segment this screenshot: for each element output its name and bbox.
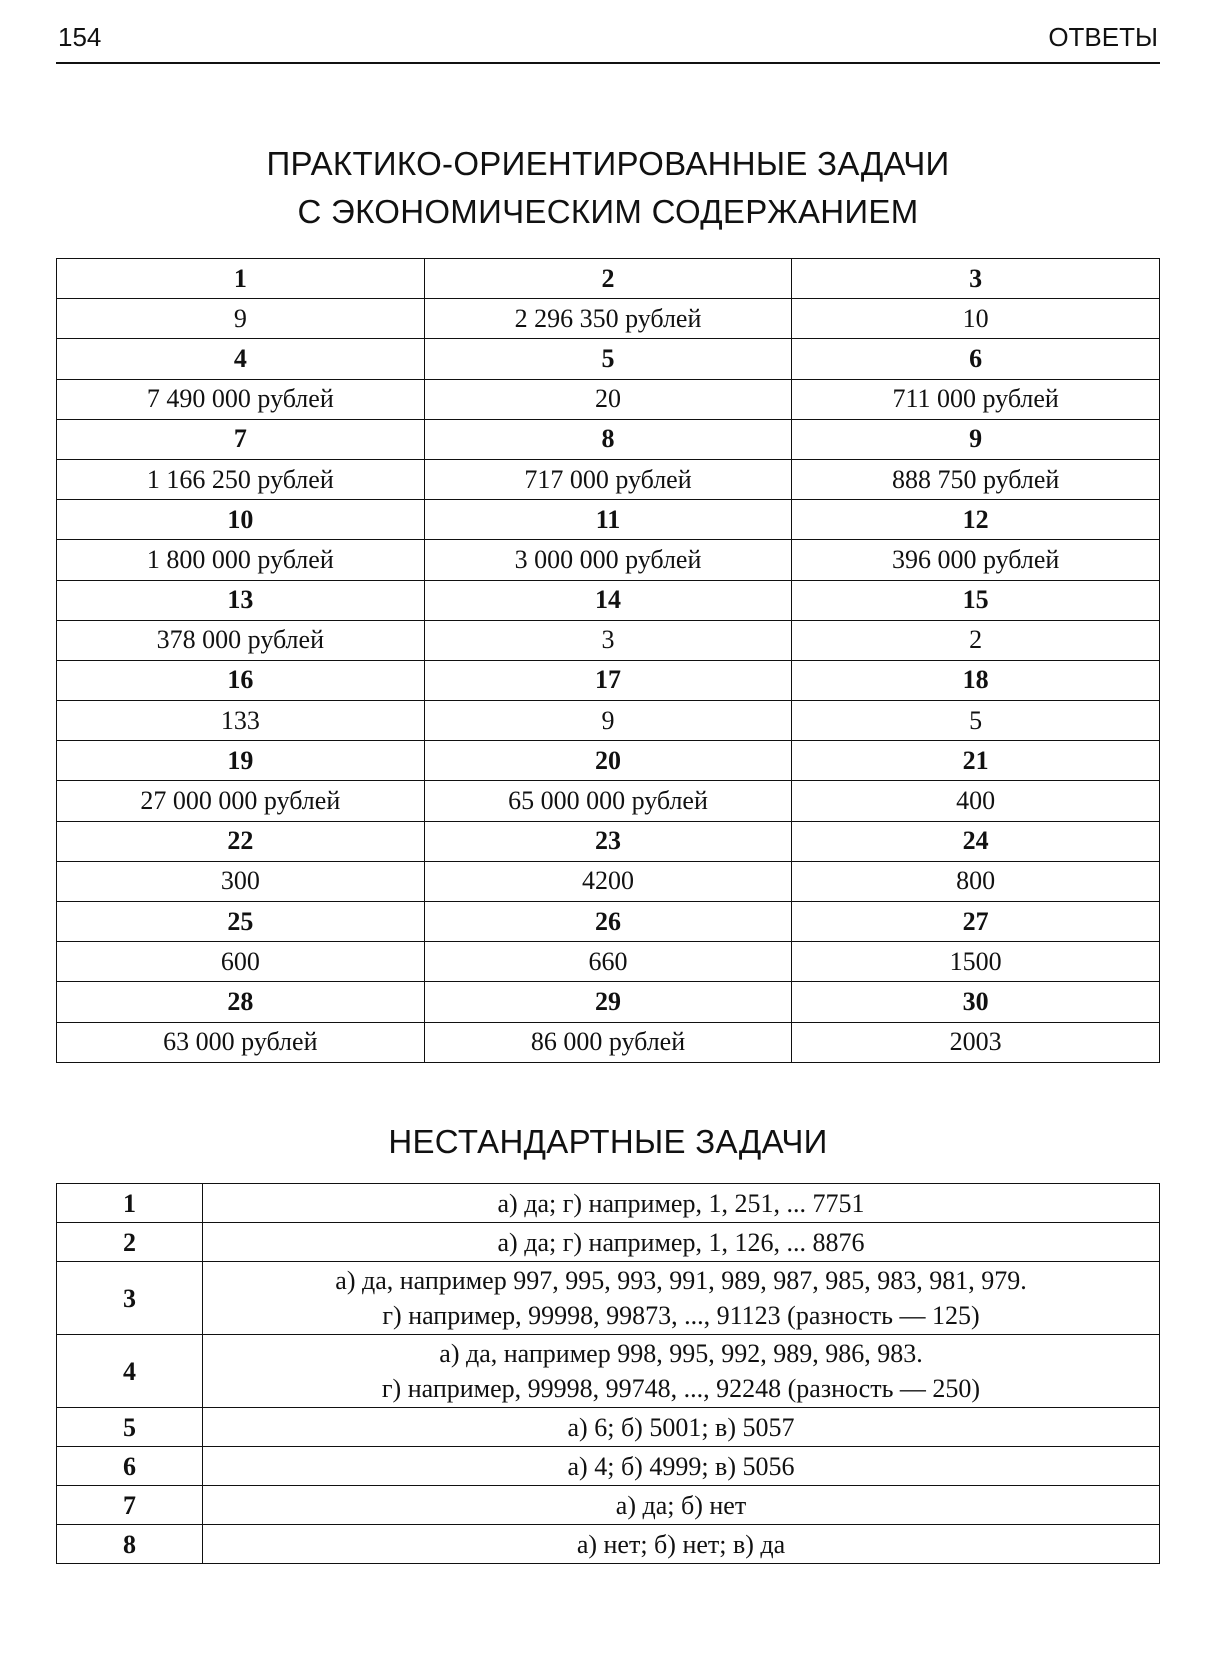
answer-cell bbox=[203, 1408, 1160, 1447]
answer-line: а) нет; б) нет; в) да bbox=[576, 1529, 786, 1559]
answer-cell: 800 bbox=[792, 861, 1160, 901]
table-row bbox=[57, 1408, 1160, 1447]
answer-cell: 1 800 000 рублей bbox=[57, 540, 425, 580]
task-number-cell: 20 bbox=[424, 741, 792, 781]
answer-row bbox=[57, 701, 1160, 741]
nonstandard-answers-table bbox=[56, 1183, 1160, 1564]
task-number-cell: 24 bbox=[792, 821, 1160, 861]
task-number-cell: 19 bbox=[57, 741, 425, 781]
task-number-row bbox=[57, 500, 1160, 540]
task-number-cell: 1 bbox=[57, 1184, 203, 1223]
task-number-cell: 13 bbox=[57, 580, 425, 620]
answer-cell: 7 490 000 рублей bbox=[57, 379, 425, 419]
answer-cell: 300 bbox=[57, 861, 425, 901]
nonstandard-section-title: НЕСТАНДАРТНЫЕ ЗАДАЧИ bbox=[388, 1123, 828, 1160]
task-number-row bbox=[57, 259, 1160, 299]
answer-line: а) да, например 998, 995, 992, 989, 986, 983. bbox=[439, 1339, 923, 1368]
task-number-cell: 4 bbox=[57, 339, 425, 379]
answer-row bbox=[57, 299, 1160, 339]
task-number-cell: 14 bbox=[424, 580, 792, 620]
answer-cell bbox=[203, 1447, 1160, 1486]
task-number-cell: 3 bbox=[792, 259, 1160, 299]
answer-cell: 400 bbox=[792, 781, 1160, 821]
task-number-cell: 10 bbox=[57, 500, 425, 540]
running-title: ОТВЕТЫ bbox=[1048, 22, 1158, 52]
answer-cell: 133 bbox=[57, 701, 425, 741]
table-row bbox=[57, 1525, 1160, 1564]
task-number-row bbox=[57, 982, 1160, 1022]
answer-cell bbox=[203, 1525, 1160, 1564]
answer-line: а) да; б) нет bbox=[615, 1490, 747, 1520]
answer-cell: 5 bbox=[792, 701, 1160, 741]
answer-cell: 2 bbox=[792, 620, 1160, 660]
answer-line: г) например, 99998, 99748, ..., 92248 (разность — 250) bbox=[381, 1374, 981, 1403]
answer-cell: 9 bbox=[57, 299, 425, 339]
table-row bbox=[57, 1223, 1160, 1262]
answer-cell: 9 bbox=[424, 701, 792, 741]
task-number-row bbox=[57, 660, 1160, 700]
answer-cell: 378 000 рублей bbox=[57, 620, 425, 660]
page-number: 154 bbox=[58, 22, 102, 52]
answer-cell: 1500 bbox=[792, 942, 1160, 982]
answer-cell: 63 000 рублей bbox=[57, 1022, 425, 1062]
table-row bbox=[57, 1184, 1160, 1223]
task-number-cell: 2 bbox=[424, 259, 792, 299]
answer-row bbox=[57, 861, 1160, 901]
task-number-cell: 11 bbox=[424, 500, 792, 540]
task-number-cell: 1 bbox=[57, 259, 425, 299]
answer-line: г) например, 99998, 99873, ..., 91123 (разность — 125) bbox=[382, 1301, 980, 1330]
answer-cell: 711 000 рублей bbox=[792, 379, 1160, 419]
answer-row bbox=[57, 620, 1160, 660]
answer-cell: 86 000 рублей bbox=[424, 1022, 792, 1062]
task-number-cell: 3 bbox=[57, 1262, 203, 1335]
answer-cell: 3 bbox=[424, 620, 792, 660]
answer-row bbox=[57, 540, 1160, 580]
task-number-cell: 7 bbox=[57, 1486, 203, 1525]
table-row bbox=[57, 1262, 1160, 1335]
task-number-row bbox=[57, 741, 1160, 781]
answer-row bbox=[57, 942, 1160, 982]
answer-cell bbox=[203, 1223, 1160, 1262]
answer-cell: 20 bbox=[424, 379, 792, 419]
answer-cell: 2 296 350 рублей bbox=[424, 299, 792, 339]
task-number-cell: 18 bbox=[792, 660, 1160, 700]
answer-cell: 10 bbox=[792, 299, 1160, 339]
task-number-cell: 6 bbox=[792, 339, 1160, 379]
answer-cell: 600 bbox=[57, 942, 425, 982]
task-number-cell: 26 bbox=[424, 902, 792, 942]
answer-cell: 660 bbox=[424, 942, 792, 982]
task-number-cell: 22 bbox=[57, 821, 425, 861]
task-number-row bbox=[57, 580, 1160, 620]
task-number-cell: 8 bbox=[57, 1525, 203, 1564]
task-number-cell: 15 bbox=[792, 580, 1160, 620]
task-number-cell: 25 bbox=[57, 902, 425, 942]
answer-cell: 65 000 000 рублей bbox=[424, 781, 792, 821]
answer-cell: 717 000 рублей bbox=[424, 459, 792, 499]
answer-line: а) да; г) например, 1, 126, ... 8876 bbox=[497, 1227, 865, 1257]
task-number-cell: 21 bbox=[792, 741, 1160, 781]
task-number-cell: 5 bbox=[424, 339, 792, 379]
table-row bbox=[57, 1447, 1160, 1486]
answer-cell: 27 000 000 рублей bbox=[57, 781, 425, 821]
answer-cell bbox=[203, 1486, 1160, 1525]
task-number-cell: 7 bbox=[57, 419, 425, 459]
answer-cell: 3 000 000 рублей bbox=[424, 540, 792, 580]
answer-cell: 888 750 рублей bbox=[792, 459, 1160, 499]
answer-cell bbox=[203, 1262, 1160, 1335]
table-row bbox=[57, 1486, 1160, 1525]
answer-row bbox=[57, 459, 1160, 499]
economic-title-line-1: ПРАКТИКО-ОРИЕНТИРОВАННЫЕ ЗАДАЧИ bbox=[266, 145, 950, 182]
task-number-cell: 6 bbox=[57, 1447, 203, 1486]
answer-line: а) 6; б) 5001; в) 5057 bbox=[567, 1412, 795, 1442]
answer-line: а) 4; б) 4999; в) 5056 bbox=[567, 1451, 795, 1481]
task-number-cell: 8 bbox=[424, 419, 792, 459]
economic-answers-table bbox=[56, 258, 1160, 1063]
task-number-cell: 29 bbox=[424, 982, 792, 1022]
task-number-cell: 5 bbox=[57, 1408, 203, 1447]
answer-line: а) да, например 997, 995, 993, 991, 989, 987, 985, 983, 981, 979. bbox=[335, 1266, 1027, 1295]
task-number-cell: 27 bbox=[792, 902, 1160, 942]
table-row bbox=[57, 1335, 1160, 1408]
answer-cell: 396 000 рублей bbox=[792, 540, 1160, 580]
economic-title-line-2: С ЭКОНОМИЧЕСКИМ СОДЕРЖАНИЕМ bbox=[297, 193, 919, 230]
task-number-cell: 23 bbox=[424, 821, 792, 861]
economic-section-title bbox=[56, 140, 1160, 236]
task-number-cell: 4 bbox=[57, 1335, 203, 1408]
task-number-row bbox=[57, 419, 1160, 459]
task-number-cell: 16 bbox=[57, 660, 425, 700]
answer-cell bbox=[203, 1184, 1160, 1223]
answer-cell: 4200 bbox=[424, 861, 792, 901]
answer-cell bbox=[203, 1335, 1160, 1408]
task-number-cell: 9 bbox=[792, 419, 1160, 459]
task-number-cell: 30 bbox=[792, 982, 1160, 1022]
answer-cell: 1 166 250 рублей bbox=[57, 459, 425, 499]
answer-row bbox=[57, 379, 1160, 419]
answer-cell: 2003 bbox=[792, 1022, 1160, 1062]
task-number-cell: 28 bbox=[57, 982, 425, 1022]
answer-row bbox=[57, 1022, 1160, 1062]
answer-line: а) да; г) например, 1, 251, ... 7751 bbox=[497, 1188, 865, 1218]
task-number-cell: 17 bbox=[424, 660, 792, 700]
task-number-row bbox=[57, 821, 1160, 861]
task-number-row bbox=[57, 339, 1160, 379]
answer-row bbox=[57, 781, 1160, 821]
page-header bbox=[56, 22, 1160, 64]
task-number-cell: 12 bbox=[792, 500, 1160, 540]
task-number-row bbox=[57, 902, 1160, 942]
task-number-cell: 2 bbox=[57, 1223, 203, 1262]
